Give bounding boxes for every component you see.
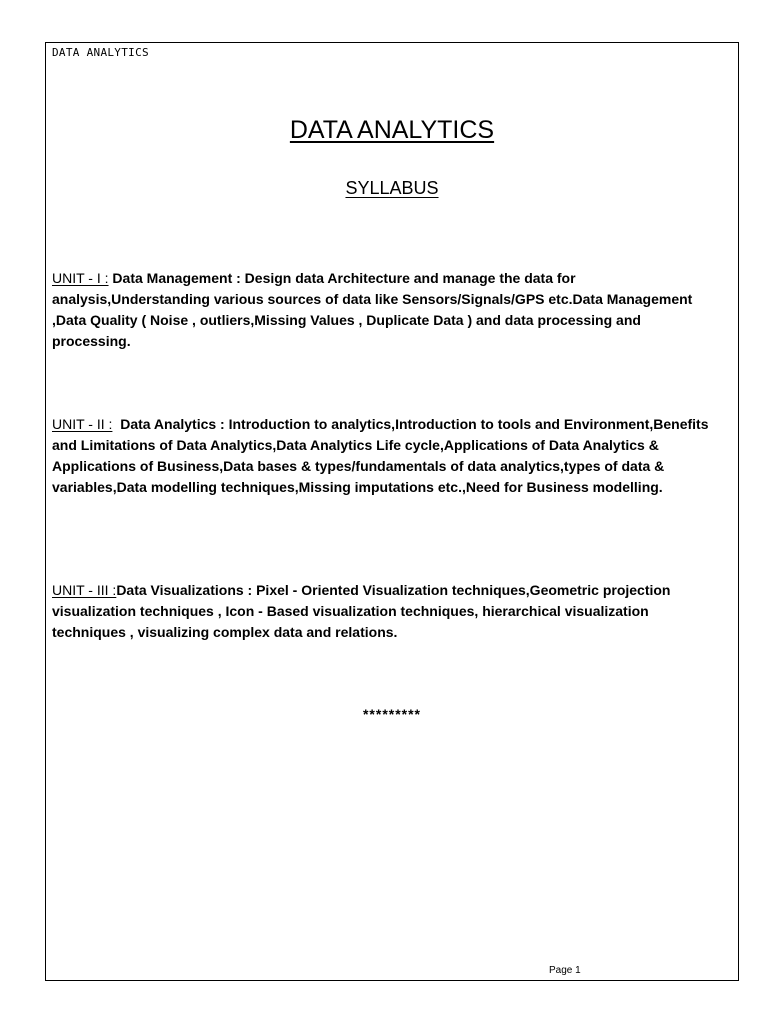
document-title: DATA ANALYTICS: [289, 116, 495, 144]
unit-2-text: Data Analytics : Introduction to analytics,Introduction to tools and Environment,Benefits and Limitations of Data Analytics,Data Analytics Life cycle,Applications of Data Analytics & Applications of Business,Data bases & types/fundamentals of data analytics,types of data & variables,Data modelling techniques,Missing imputations etc.,Need for Business modelling.: [52, 416, 709, 495]
unit-2-paragraph: [52, 414, 712, 498]
running-header: DATA ANALYTICS: [52, 46, 149, 59]
unit-1-label: UNIT - I :: [52, 270, 109, 286]
unit-3-paragraph: [52, 580, 712, 643]
unit-3-text: Data Visualizations : Pixel - Oriented Visualization techniques,Geometric projection visualization techniques , Icon - Based visualization techniques, hierarchical visualization techniques , visualizing complex data and relations.: [52, 582, 671, 640]
document-subtitle: SYLLABUS: [345, 178, 439, 198]
unit-1-text: Data Management : Design data Architecture and manage the data for analysis,Understanding various sources of data like Sensors/Signals/GPS etc.Data Management ,Data Quality ( Noise , outliers,Missing Values , Duplicate Data ) and data processing and processing.: [52, 270, 693, 349]
unit-2-label: UNIT - II :: [52, 416, 113, 432]
unit-3-label: UNIT - III :: [52, 582, 117, 598]
page-number: Page 1: [549, 965, 581, 976]
section-separator: *********: [362, 706, 422, 722]
unit-1-paragraph: [52, 268, 712, 352]
